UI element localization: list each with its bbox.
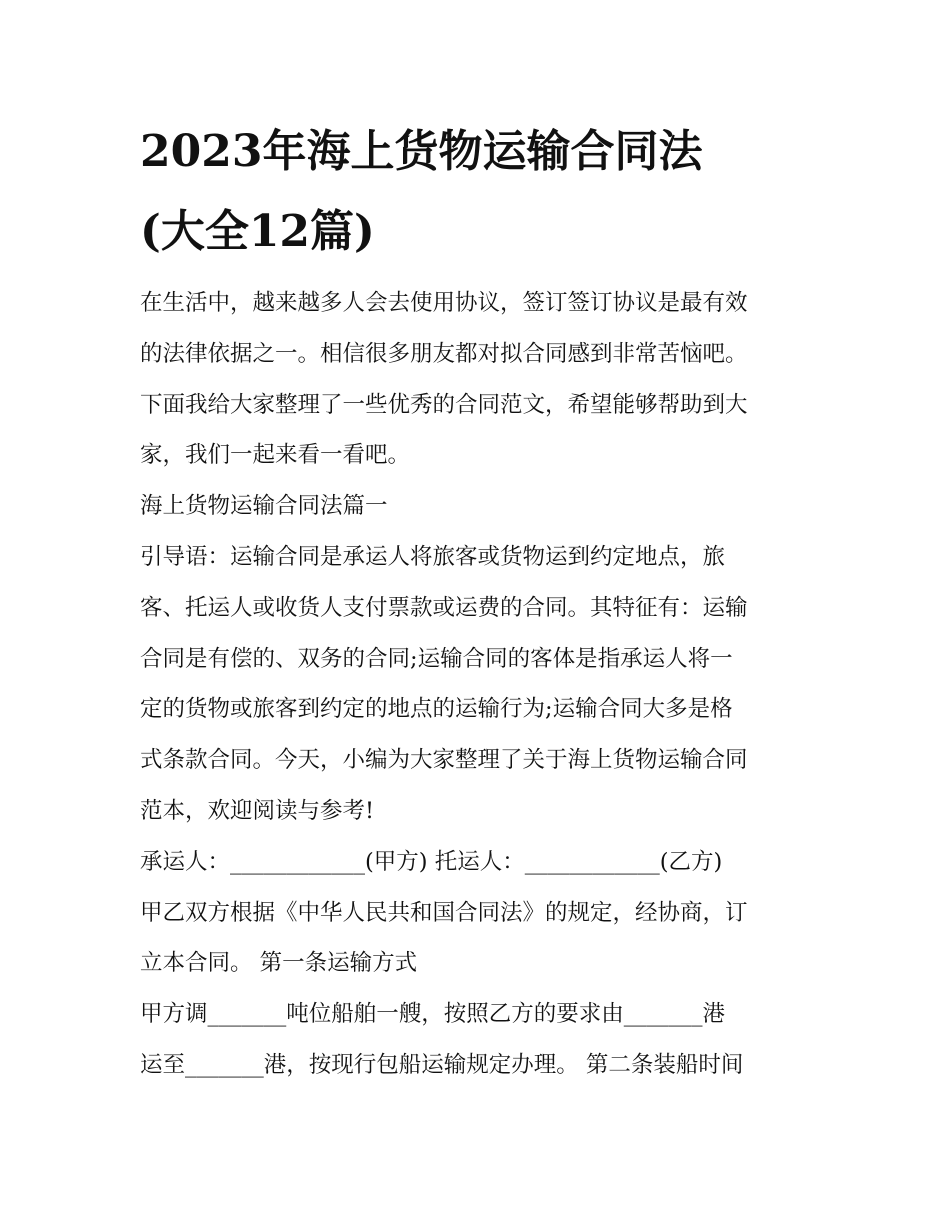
body-line: 下面我给大家整理了一些优秀的合同范文，希望能够帮助到大 xyxy=(140,391,748,418)
title-line-1: 2023年海上货物运输合同法 xyxy=(140,126,703,177)
body-line: 定的货物或旅客到约定的地点的运输行为;运输合同大多是格 xyxy=(140,696,733,723)
body-line: 的法律依据之一。相信很多朋友都对拟合同感到非常苦恼吧。 xyxy=(140,340,748,367)
section-heading: 海上货物运输合同法篇一 xyxy=(140,493,388,520)
parties-line: 承运人：____________(甲方) 托运人：____________(乙方) xyxy=(140,848,723,875)
body-line: 甲方调_______吨位船舶一艘，按照乙方的要求由_______港 xyxy=(140,1001,726,1028)
document-title xyxy=(140,112,820,272)
title-line-2: (大全12篇) xyxy=(140,206,375,257)
body-line: 运至_______港，按现行包船运输规定办理。 第二条装船时间 xyxy=(140,1051,744,1078)
body-line: 式条款合同。今天，小编为大家整理了关于海上货物运输合同 xyxy=(140,747,748,774)
body-line: 引导语：运输合同是承运人将旅客或货物运到约定地点，旅 xyxy=(140,543,726,570)
body-line: 立本合同。 第一条运输方式 xyxy=(140,950,418,977)
body-line: 甲乙双方根据《中华人民共和国合同法》的规定，经协商，订 xyxy=(140,899,748,926)
body-line: 范本，欢迎阅读与参考! xyxy=(140,797,375,824)
body-line: 家，我们一起来看一看吧。 xyxy=(140,442,411,469)
body-line: 在生活中，越来越多人会去使用协议，签订签订协议是最有效 xyxy=(140,290,748,316)
document-body xyxy=(140,278,820,1091)
body-line: 客、托运人或收货人支付票款或运费的合同。其特征有：运输 xyxy=(140,594,748,621)
body-line: 合同是有偿的、双务的合同;运输合同的客体是指承运人将一 xyxy=(140,645,733,672)
